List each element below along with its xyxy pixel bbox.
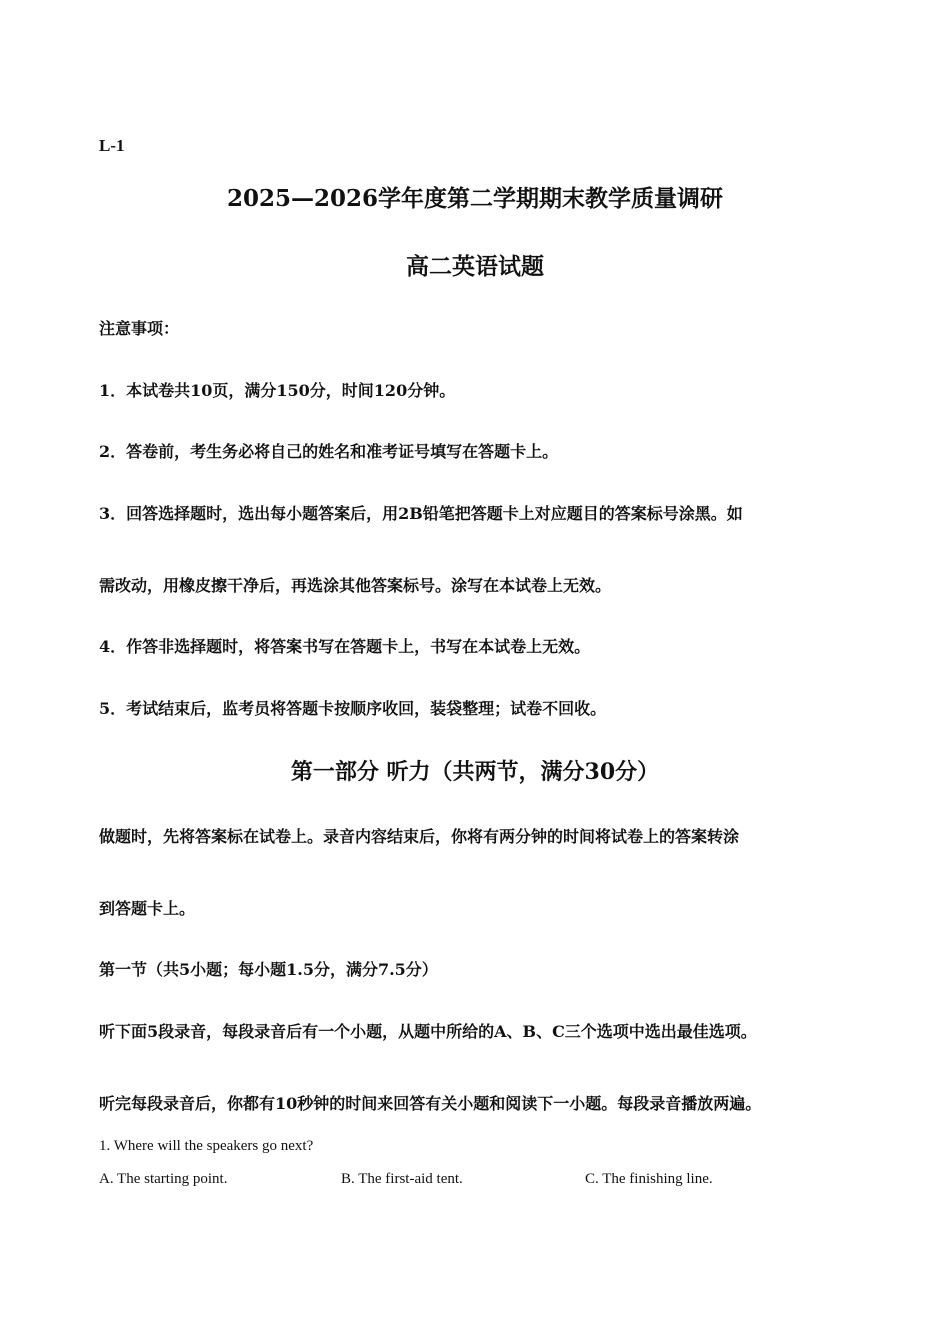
part1-instruction: 做题时，先将答案标在试卷上。录音内容结束后，你将有两分钟的时间将试卷上的答案转涂	[99, 827, 740, 846]
exam-subtitle: 高二英语试题	[406, 253, 544, 280]
note-item: 1．本试卷共10页，满分150分，时间120分钟。	[99, 381, 456, 400]
question-option-a: A. The starting point.	[99, 1171, 228, 1187]
section1-instruction: 听完每段录音后，你都有10秒钟的时间来回答有关小题和阅读下一小题。每段录音播放两遍。	[99, 1094, 762, 1113]
note-item: 5．考试结束后，监考员将答题卡按顺序收回，装袋整理；试卷不回收。	[99, 699, 607, 718]
question-option-c: C. The finishing line.	[585, 1171, 713, 1187]
question-option-b: B. The first-aid tent.	[341, 1171, 463, 1187]
exam-title: 2025—2026学年度第二学期期末教学质量调研	[226, 185, 724, 212]
part1-instruction: 到答题卡上。	[99, 899, 196, 918]
note-item: 3．回答选择题时，选出每小题答案后，用2B铅笔把答题卡上对应题目的答案标号涂黑。如	[99, 504, 743, 523]
note-item: 4．作答非选择题时，将答案书写在答题卡上，书写在本试卷上无效。	[99, 637, 591, 656]
paper-code: L-1	[99, 136, 125, 155]
note-item: 2．答卷前，考生务必将自己的姓名和准考证号填写在答题卡上。	[99, 442, 559, 461]
section1-heading: 第一节（共5小题；每小题1.5分，满分7.5分）	[99, 960, 438, 979]
note-item: 需改动，用橡皮擦干净后，再选涂其他答案标号。涂写在本试卷上无效。	[99, 576, 612, 595]
section1-instruction: 听下面5段录音，每段录音后有一个小题，从题中所给的A、B、C三个选项中选出最佳选项。	[99, 1022, 757, 1041]
notes-heading: 注意事项：	[99, 319, 180, 338]
question-stem: 1. Where will the speakers go next?	[99, 1138, 314, 1154]
part1-heading: 第一部分 听力（共两节，满分30分）	[290, 759, 660, 785]
